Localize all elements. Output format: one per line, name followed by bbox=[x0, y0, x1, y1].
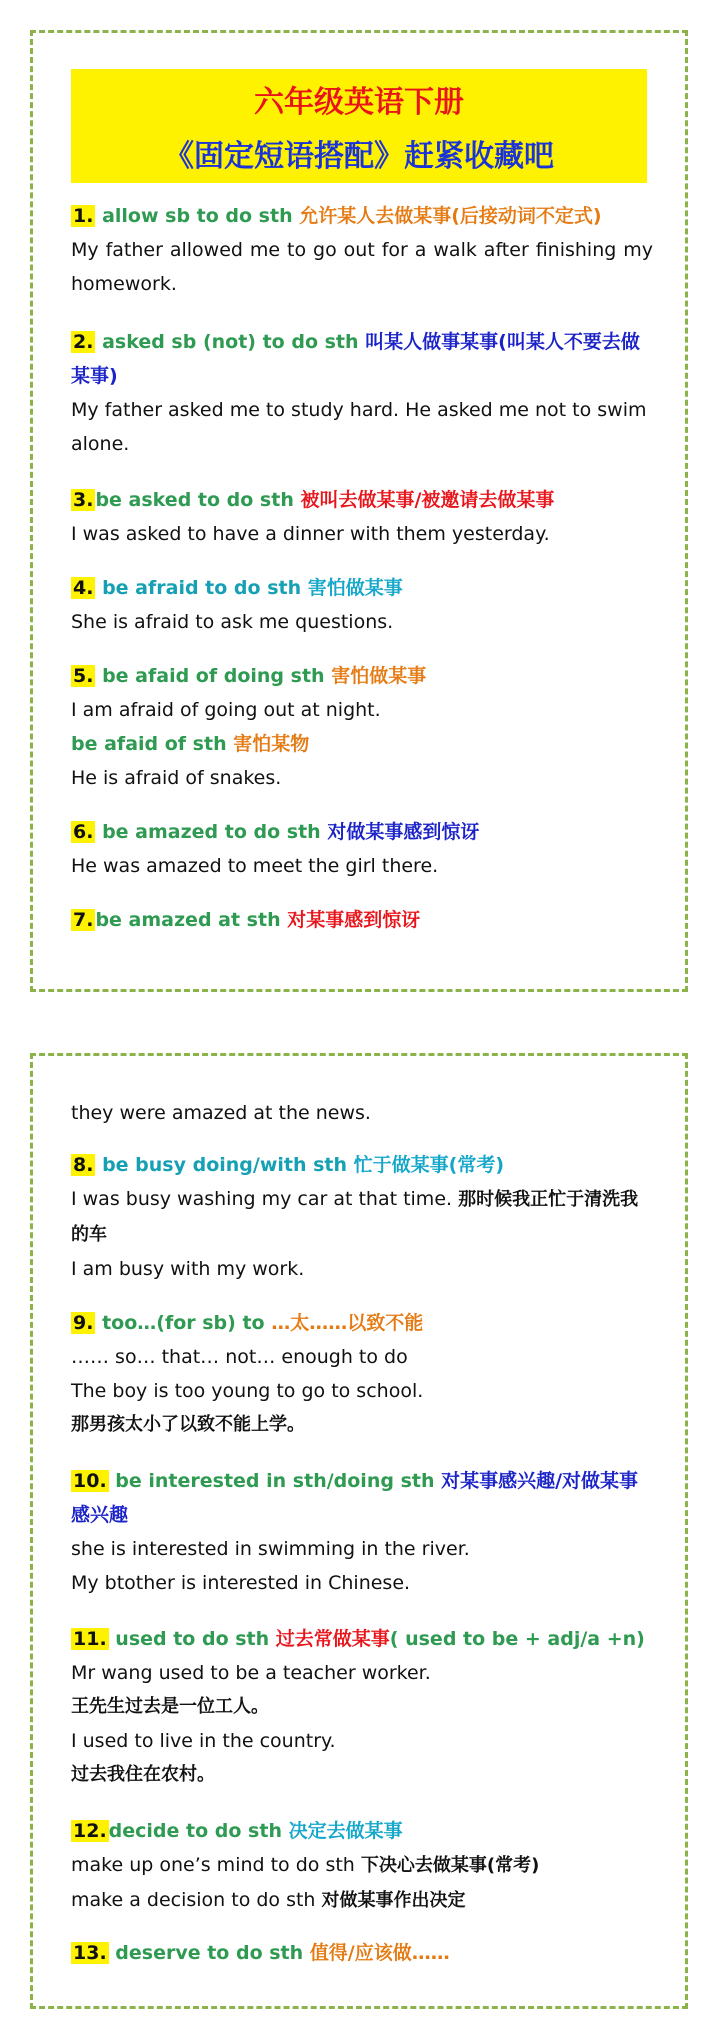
entry-number: 12. bbox=[73, 1820, 107, 1842]
meaning: 对某事感到惊讶 bbox=[287, 909, 421, 931]
example: I was asked to have a dinner with them yesterday. bbox=[71, 523, 550, 545]
meaning: 害怕做某事 bbox=[307, 577, 403, 599]
example: make up one’s mind to do sth bbox=[71, 1854, 361, 1876]
phrase: be interested in sth/doing sth bbox=[108, 1470, 442, 1492]
entry-number: 7. bbox=[73, 909, 94, 931]
meaning: 对某事感兴趣/对做某事感兴趣 bbox=[71, 1470, 639, 1526]
example-2: The boy is too young to go to school. bbox=[71, 1380, 424, 1402]
title-line-2: 《固定短语搭配》赶紧收藏吧 bbox=[164, 139, 554, 174]
example: My father asked me to study hard. He asked me not to swim alone. bbox=[71, 399, 647, 455]
meaning: 值得/应该做…… bbox=[309, 1942, 450, 1964]
entry-11 bbox=[71, 1622, 653, 1792]
meaning: …太……以致不能 bbox=[271, 1312, 424, 1334]
example: He was amazed to meet the girl there. bbox=[71, 855, 439, 877]
card-bottom bbox=[30, 1053, 688, 2009]
meaning: 对做某事感到惊讶 bbox=[327, 821, 480, 843]
example: they were amazed at the news. bbox=[71, 1102, 371, 1124]
entry-8 bbox=[71, 1148, 653, 1286]
entry-number: 1. bbox=[73, 205, 94, 227]
entry-9 bbox=[71, 1306, 653, 1442]
example: …… so… that… not… enough to do bbox=[71, 1346, 408, 1368]
example: She is afraid to ask me questions. bbox=[71, 611, 394, 633]
entry-number: 8. bbox=[73, 1154, 94, 1176]
example: My father allowed me to go out for a walk after finishing my homework. bbox=[71, 239, 653, 295]
example-2: My btother is interested in Chinese. bbox=[71, 1572, 411, 1594]
entry-number: 4. bbox=[73, 577, 94, 599]
meaning: 忙于做某事(常考) bbox=[353, 1154, 505, 1176]
phrase: used to do sth bbox=[108, 1628, 276, 1650]
example: I was busy washing my car at that time. bbox=[71, 1188, 459, 1210]
example-2-cn: 对做某事作出决定 bbox=[321, 1890, 466, 1911]
entry-10 bbox=[71, 1464, 653, 1600]
entry-number: 5. bbox=[73, 665, 94, 687]
phrase: be afraid to do sth bbox=[95, 577, 308, 599]
phrase: allow sb to do sth bbox=[95, 205, 300, 227]
example-2: He is afraid of snakes. bbox=[71, 767, 282, 789]
phrase: be amazed to do sth bbox=[95, 821, 328, 843]
sub-meaning: 害怕某物 bbox=[233, 733, 310, 755]
example-2: I used to live in the country. bbox=[71, 1730, 336, 1752]
title-banner bbox=[71, 69, 647, 183]
entry-1 bbox=[71, 199, 653, 301]
example-cn: 那男孩太小了以致不能上学。 bbox=[71, 1414, 305, 1435]
example: she is interested in swimming in the river. bbox=[71, 1538, 470, 1560]
phrase: be busy doing/with sth bbox=[95, 1154, 354, 1176]
meaning: 害怕做某事 bbox=[331, 665, 427, 687]
phrase: be afaid of doing sth bbox=[95, 665, 332, 687]
entry-number: 10. bbox=[73, 1470, 107, 1492]
meaning: 允许某人去做某事(后接动词不定式) bbox=[299, 205, 602, 227]
example-2: make a decision to do sth bbox=[71, 1889, 322, 1911]
phrase: too…(for sb) to bbox=[95, 1312, 272, 1334]
sub-phrase: be afaid of sth bbox=[71, 733, 234, 755]
entry-number: 9. bbox=[73, 1312, 94, 1334]
example-2-cn: 过去我住在农村。 bbox=[71, 1764, 215, 1785]
example-2: I am busy with my work. bbox=[71, 1258, 305, 1280]
phrase: be asked to do sth bbox=[95, 489, 301, 511]
entry-4 bbox=[71, 571, 653, 639]
example-cn: 那时候我正忙于清洗我的车 bbox=[71, 1189, 639, 1245]
entry-13 bbox=[71, 1936, 653, 1970]
entry-2 bbox=[71, 325, 653, 461]
meaning: 决定去做某事 bbox=[288, 1820, 403, 1842]
entry-12 bbox=[71, 1814, 653, 1918]
entry-number: 11. bbox=[73, 1628, 107, 1650]
example: I am afraid of going out at night. bbox=[71, 699, 381, 721]
phrase: decide to do sth bbox=[108, 1820, 289, 1842]
phrase: deserve to do sth bbox=[108, 1942, 310, 1964]
entry-5 bbox=[71, 659, 653, 795]
note: ( used to be + adj/a +n) bbox=[389, 1628, 645, 1650]
meaning: 叫某人做事某事(叫某人不要去做某事) bbox=[71, 331, 640, 387]
entry-3 bbox=[71, 483, 653, 551]
entry-number: 6. bbox=[73, 821, 94, 843]
meaning: 过去常做某事 bbox=[275, 1628, 390, 1650]
example-cn: 王先生过去是一位工人。 bbox=[71, 1696, 269, 1717]
entry-7 bbox=[71, 903, 653, 937]
example: Mr wang used to be a teacher worker. bbox=[71, 1662, 431, 1684]
entry-6 bbox=[71, 815, 653, 883]
entry-number: 13. bbox=[73, 1942, 107, 1964]
card-top bbox=[30, 30, 688, 992]
title-line-1: 六年级英语下册 bbox=[254, 85, 464, 120]
entry-7-continued bbox=[71, 1096, 653, 1130]
entry-number: 3. bbox=[73, 489, 94, 511]
example-cn: 下决心去做某事(常考) bbox=[360, 1855, 540, 1876]
entry-number: 2. bbox=[73, 331, 94, 353]
phrase: be amazed at sth bbox=[95, 909, 288, 931]
meaning: 被叫去做某事/被邀请去做某事 bbox=[300, 489, 555, 511]
phrase: asked sb (not) to do sth bbox=[95, 331, 366, 353]
